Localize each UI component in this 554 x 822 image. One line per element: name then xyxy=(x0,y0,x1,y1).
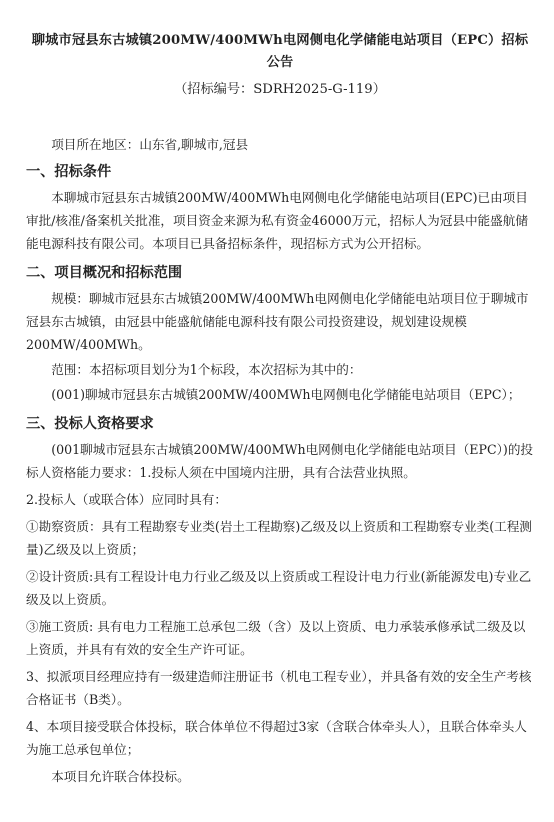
section-heading-bidder-qualifications: 三、投标人资格要求 xyxy=(26,416,154,432)
qualification-survey: ①勘察资质：具有工程勘察专业类(岩土工程勘察)乙级及以上资质和工程勘察专业类(工程测量)乙级及以上资质； xyxy=(26,519,532,557)
page-title: 聊城市冠县东古城镇200MW/400MWh电网侧电化学储能电站项目（EPC）招标公告 xyxy=(31,33,529,70)
lot-item: (001)聊城市冠县东古城镇200MW/400MWh电网侧电化学储能电站项目（EPC）； xyxy=(51,387,521,402)
qualification-project-manager: 3、拟派项目经理应持有一级建造师注册证书（机电工程专业），并具备有效的安全生产考核合格证书（B类）。 xyxy=(26,669,532,707)
section-heading-bidding-conditions: 一、招标条件 xyxy=(26,164,112,180)
qualification-item-2: 2.投标人（或联合体）应同时具有： xyxy=(26,492,227,507)
project-location: 项目所在地区：山东省,聊城市,冠县 xyxy=(51,137,249,152)
qualification-consortium: 4、本项目接受联合体投标，联合体单位不得超过3家（含联合体牵头人），且联合体牵头人为施工总承包单位； xyxy=(26,719,527,757)
project-scale-text: 规模：聊城市冠县东古城镇200MW/400MWh电网侧电化学储能电站项目位于聊城市冠县东古城镇，由冠县中能盛航储能电源科技有限公司投资建设，规划建设规模200MW/400MWh。 xyxy=(26,291,529,352)
project-scope-text: 范围：本招标项目划分为1个标段，本次招标为其中的： xyxy=(51,362,362,377)
qualification-intro: (001聊城市冠县东古城镇200MW/400MWh电网侧电化学储能电站项目（EPC）)的投标人资格能力要求：1.投标人须在中国境内注册，具有合法营业执照。 xyxy=(26,442,534,480)
section-heading-project-overview: 二、项目概况和招标范围 xyxy=(26,265,183,281)
qualification-design: ②设计资质:具有工程设计电力行业乙级及以上资质或工程设计电力行业(新能源发电)专业乙级及以上资质。 xyxy=(26,569,532,607)
consortium-allowed: 本项目允许联合体投标。 xyxy=(51,769,190,784)
tender-number: （招标编号：SDRH2025-G-119） xyxy=(174,82,386,97)
qualification-construction: ③施工资质: 具有电力工程施工总承包二级（含）及以上资质、电力承装承修承试二级及以上资质，并具有有效的安全生产许可证。 xyxy=(26,619,526,657)
bidding-conditions-text: 本聊城市冠县东古城镇200MW/400MWh电网侧电化学储能电站项目(EPC)已由项目审批/核准/备案机关批准，项目资金来源为私有资金46000万元，招标人为冠县中能盛航储能电源科技有限公司。本项目已具备招标条件，现招标方式为公开招标。 xyxy=(26,190,528,251)
